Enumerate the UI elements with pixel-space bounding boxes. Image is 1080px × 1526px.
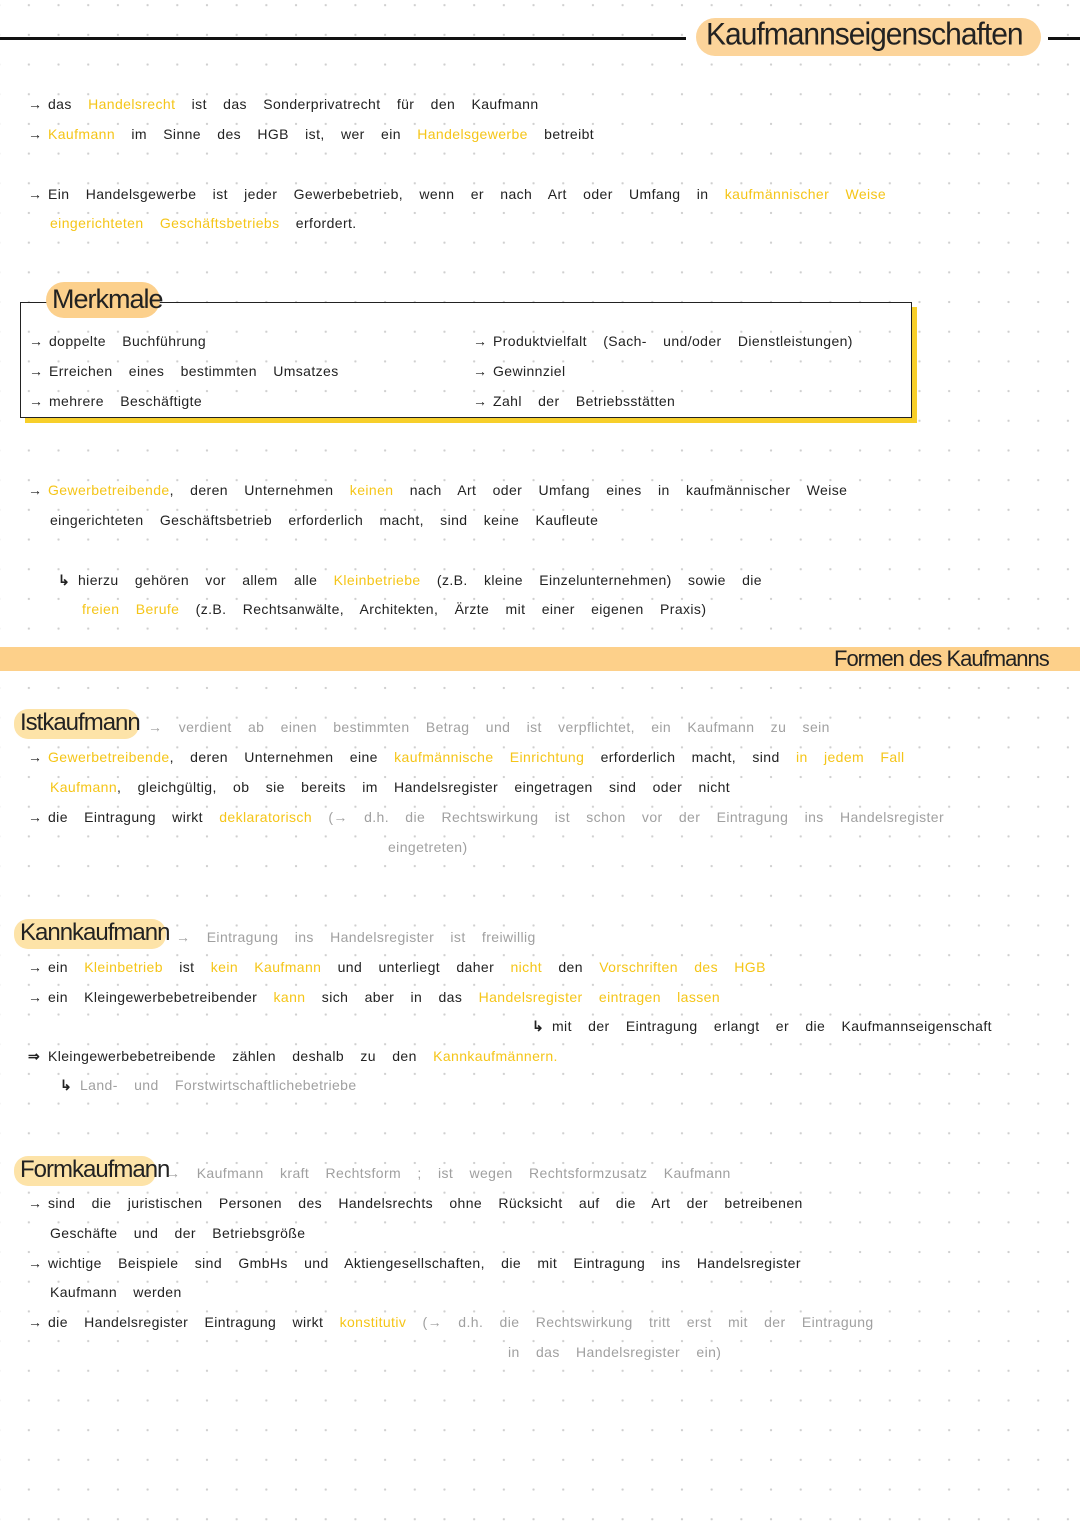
- note-text: das: [48, 96, 72, 112]
- bullet-arrow-icon: →: [28, 482, 43, 498]
- note-line: [28, 987, 720, 1007]
- note-line: [50, 1282, 182, 1302]
- highlighted-term: kaufmännischer Weise: [724, 186, 887, 202]
- note-line: [508, 1342, 721, 1362]
- note-text: (z.B. Rechtsanwälte, Architekten, Ärzte mit einer eigenen Praxis): [195, 601, 707, 617]
- side-note: (→ d.h. die Rechtswirkung ist schon vor der Eintragung ins Handelsregister: [328, 809, 945, 825]
- highlighted-term: konstitutiv: [339, 1314, 407, 1330]
- header-rule-right: [1048, 37, 1080, 40]
- note-line: [28, 957, 766, 977]
- bullet-arrow-icon: →: [28, 1314, 43, 1330]
- note-line: [28, 1253, 801, 1273]
- note-line: [60, 1075, 357, 1095]
- note-line: [388, 837, 468, 857]
- highlighted-term: Kleinbetrieb: [84, 959, 163, 975]
- formkaufmann-note: → Kaufmann kraft Rechtsform ; ist wegen Rechtsformzusatz Kaufmann: [166, 1165, 731, 1181]
- note-line: [28, 1193, 803, 1213]
- note-text: und unterliegt daher: [337, 959, 495, 975]
- note-line: [28, 747, 905, 767]
- istkaufmann-note: → verdient ab einen bestimmten Betrag und ist verpflichtet, ein Kaufmann zu sein: [148, 719, 830, 735]
- bullet-arrow-icon: ⇒: [28, 1048, 41, 1064]
- highlighted-term: kann: [273, 989, 306, 1005]
- note-text: erfordert.: [295, 215, 357, 231]
- note-line: [50, 213, 357, 233]
- note-text: nach Art oder Umfang eines in kaufmännischer Weise: [409, 482, 848, 498]
- highlighted-term: Handelsrecht: [88, 96, 176, 112]
- header-rule-left: [0, 37, 686, 40]
- formkaufmann-heading: Formkaufmann: [20, 1156, 170, 1183]
- highlighted-term: Handelsregister eintragen lassen: [478, 989, 721, 1005]
- note-text: eingerichteten Geschäftsbetrieb erforderlich macht, sind keine Kaufleute: [50, 512, 599, 528]
- note-line: [58, 570, 762, 590]
- merkmal-item: → mehrere Beschäftigte: [29, 393, 203, 409]
- merkmal-item: → Gewinnziel: [473, 363, 566, 379]
- note-line: [28, 1046, 558, 1066]
- bullet-arrow-icon: →: [28, 749, 43, 765]
- bullet-arrow-icon: →: [28, 959, 43, 975]
- merkmal-item: → Zahl der Betriebsstätten: [473, 393, 676, 409]
- highlighted-term: keinen: [349, 482, 394, 498]
- note-text: Geschäfte und der Betriebsgröße: [50, 1225, 306, 1241]
- highlighted-term: Kaufmann: [50, 779, 118, 795]
- highlighted-term: kein Kaufmann: [210, 959, 322, 975]
- note-text: ist: [179, 959, 195, 975]
- note-line: [28, 124, 594, 144]
- bullet-arrow-icon: →: [28, 989, 43, 1005]
- note-line: [50, 777, 730, 797]
- note-line: [532, 1016, 992, 1036]
- note-text: , gleichgültig, ob sie bereits im Handelsregister eingetragen sind oder nicht: [117, 779, 731, 795]
- note-text: Kaufmann werden: [50, 1284, 182, 1300]
- note-text: erforderlich macht, sind: [600, 749, 780, 765]
- highlighted-term: in jedem Fall: [795, 749, 905, 765]
- merkmal-item: → Produktvielfalt (Sach- und/oder Dienstleistungen): [473, 333, 853, 349]
- bullet-arrow-icon: →: [28, 1195, 43, 1211]
- note-text: den: [558, 959, 583, 975]
- note-text: mit der Eintragung erlangt er die Kaufmannseigenschaft: [552, 1018, 992, 1034]
- side-note: in das Handelsregister ein): [508, 1344, 722, 1360]
- highlighted-term: freien Berufe: [82, 601, 180, 617]
- note-text: Ein Handelsgewerbe ist jeder Gewerbebetrieb, wenn er nach Art oder Umfang in: [48, 186, 709, 202]
- note-line: [28, 94, 539, 114]
- highlighted-term: kaufmännische Einrichtung: [394, 749, 585, 765]
- note-text: ist das Sonderprivatrecht für den Kaufmann: [191, 96, 539, 112]
- note-text: die Eintragung wirkt: [48, 809, 203, 825]
- note-line: [28, 1312, 874, 1332]
- highlighted-term: Kannkaufmännern.: [433, 1048, 558, 1064]
- note-text: sich aber in das: [321, 989, 463, 1005]
- bullet-arrow-icon: →: [28, 809, 43, 825]
- note-text: sind die juristischen Personen des Handelsrechts ohne Rücksicht auf die Art der betreibenen: [48, 1195, 803, 1211]
- section-title: Formen des Kaufmanns: [834, 646, 1049, 671]
- note-text: , deren Unternehmen eine: [169, 749, 378, 765]
- bullet-arrow-icon: →: [28, 186, 43, 202]
- note-line: [82, 599, 706, 619]
- side-note: Land- und Forstwirtschaftlichebetriebe: [80, 1077, 357, 1093]
- note-text: im Sinne des HGB ist, wer ein: [131, 126, 401, 142]
- note-line: [28, 807, 944, 827]
- page-title: Kaufmannseigenschaften: [706, 17, 1023, 52]
- note-line: [50, 1223, 305, 1243]
- note-line: [50, 510, 598, 530]
- highlighted-term: Kleinbetriebe: [333, 572, 421, 588]
- note-text: (z.B. kleine Einzelunternehmen) sowie die: [436, 572, 762, 588]
- note-text: , deren Unternehmen: [169, 482, 334, 498]
- side-note: eingetreten): [388, 839, 468, 855]
- note-text: ein: [48, 959, 68, 975]
- note-text: ein Kleingewerbebetreibender: [48, 989, 258, 1005]
- note-text: betreibt: [544, 126, 595, 142]
- merkmal-item: → doppelte Buchführung: [29, 333, 206, 349]
- merkmal-item: → Erreichen eines bestimmten Umsatzes: [29, 363, 339, 379]
- note-line: [28, 480, 847, 500]
- highlighted-term: Handelsgewerbe: [417, 126, 528, 142]
- istkaufmann-heading: Istkaufmann: [20, 709, 140, 736]
- highlighted-term: deklaratorisch: [219, 809, 313, 825]
- note-text: die Handelsregister Eintragung wirkt: [48, 1314, 324, 1330]
- kannkaufmann-note: → Eintragung ins Handelsregister ist freiwillig: [176, 929, 536, 945]
- bullet-arrow-icon: →: [28, 1255, 43, 1271]
- bullet-arrow-icon: →: [28, 126, 43, 142]
- bullet-arrow-icon: ↳: [58, 572, 71, 588]
- highlighted-term: Gewerbetreibende: [48, 482, 170, 498]
- merkmale-heading: Merkmale: [52, 284, 163, 314]
- side-note: (→ d.h. die Rechtswirkung tritt erst mit der Eintragung: [422, 1314, 874, 1330]
- bullet-arrow-icon: ↳: [532, 1018, 545, 1034]
- note-line: [28, 184, 886, 204]
- note-text: wichtige Beispiele sind GmbHs und Aktiengesellschaften, die mit Eintragung ins Handelsregister: [48, 1255, 801, 1271]
- bullet-arrow-icon: →: [28, 96, 43, 112]
- highlighted-term: nicht: [510, 959, 543, 975]
- highlighted-term: Kaufmann: [48, 126, 116, 142]
- highlighted-term: eingerichteten Geschäftsbetriebs: [50, 215, 280, 231]
- highlighted-term: Gewerbetreibende: [48, 749, 170, 765]
- bullet-arrow-icon: ↳: [60, 1077, 73, 1093]
- kannkaufmann-heading: Kannkaufmann: [20, 919, 170, 946]
- merkmale-box: [20, 302, 912, 418]
- note-text: hierzu gehören vor allem alle: [78, 572, 318, 588]
- highlighted-term: Vorschriften des HGB: [599, 959, 766, 975]
- note-text: Kleingewerbebetreibende zählen deshalb zu den: [48, 1048, 417, 1064]
